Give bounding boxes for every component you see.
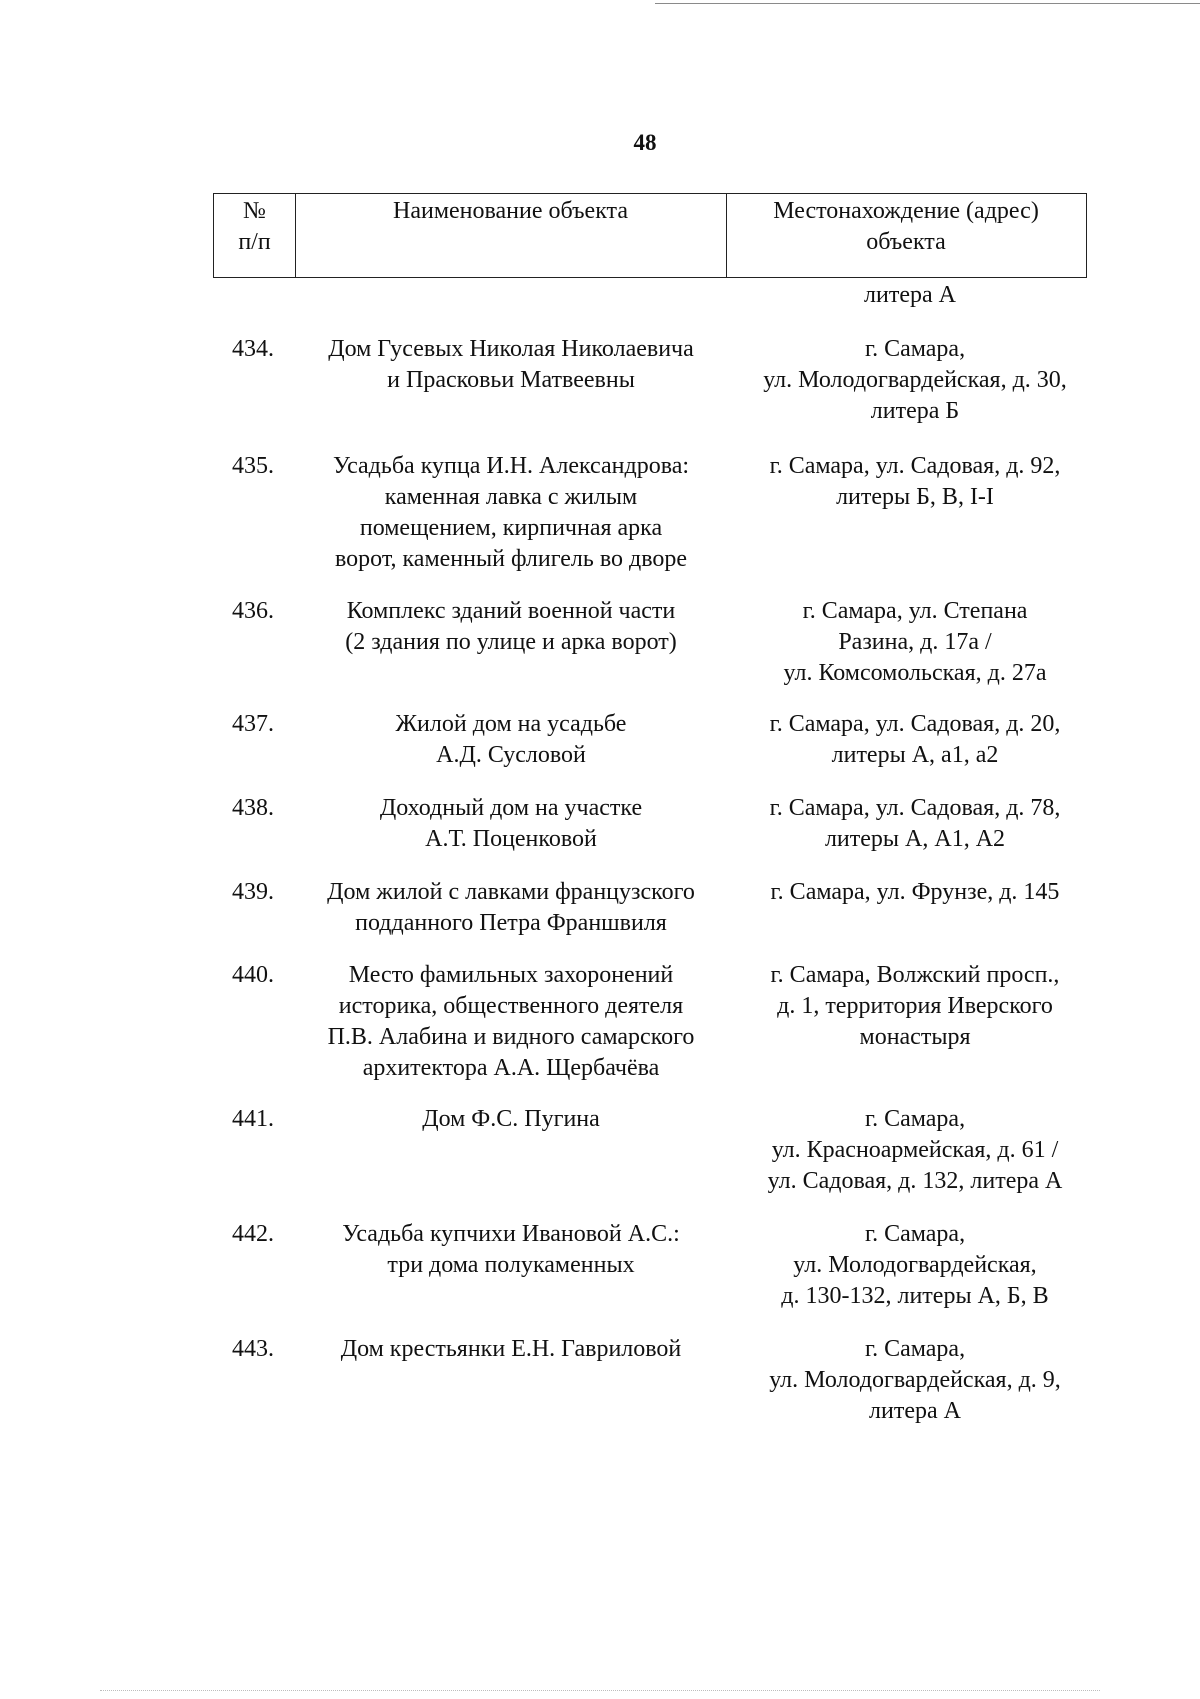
object-address-line: г. Самара, <box>864 1336 966 1362</box>
header-number-line: № <box>243 198 266 224</box>
object-address-line: ул. Молодогвардейская, <box>793 1252 1037 1278</box>
object-name-line: А.Т. Поценковой <box>425 826 597 852</box>
object-address <box>725 877 1105 908</box>
object-address-line: д. 130-132, литеры А, Б, В <box>781 1283 1049 1309</box>
object-name-line: Дом Гусевых Николая Николаевича <box>328 336 694 362</box>
object-name-line: Дом жилой с лавками французского <box>327 879 695 905</box>
object-name <box>302 793 720 855</box>
row-number: 438. <box>232 795 274 821</box>
object-name-line: и Прасковьи Матвеевны <box>387 367 635 393</box>
object-name-line: П.В. Алабина и видного самарского <box>327 1024 695 1050</box>
object-name-line: Дом Ф.С. Пугина <box>422 1106 600 1132</box>
top-edge-line <box>655 3 1200 4</box>
object-address-line: ул. Молодогвардейская, д. 9, <box>769 1367 1061 1393</box>
object-address-line: г. Самара, ул. Садовая, д. 78, <box>769 795 1061 821</box>
header-number-column <box>214 194 296 277</box>
object-address-line: литеры Б, В, I-I <box>836 484 994 510</box>
object-name-line: каменная лавка с жилым <box>384 484 638 510</box>
object-address-line: литеры А, а1, а2 <box>831 742 999 768</box>
object-name <box>302 1219 720 1281</box>
object-address-line: литера А <box>869 1398 961 1424</box>
object-address-line: г. Самара, ул. Садовая, д. 20, <box>769 711 1061 737</box>
object-address-line: ул. Садовая, д. 132, литера А <box>767 1168 1063 1194</box>
row-number: 443. <box>232 1336 274 1362</box>
continued-address <box>720 280 1100 311</box>
row-number: 434. <box>232 336 274 362</box>
scan-artifact <box>100 1687 1100 1691</box>
object-address <box>725 1219 1105 1312</box>
object-name-line: Жилой дом на усадьбе <box>395 711 627 737</box>
object-address-line: г. Самара, <box>864 1221 966 1247</box>
row-number: 440. <box>232 962 274 988</box>
object-address-line: г. Самара, <box>864 336 966 362</box>
object-name-line: Комплекс зданий военной части <box>346 598 676 624</box>
object-name <box>302 334 720 396</box>
object-name-line: архитектора А.А. Щербачёва <box>362 1055 660 1081</box>
table-header <box>213 193 1087 278</box>
object-address-line: г. Самара, <box>864 1106 966 1132</box>
object-address-line: ул. Комсомольская, д. 27а <box>783 660 1047 686</box>
object-name <box>302 1104 720 1135</box>
object-name-line: (2 здания по улице и арка ворот) <box>345 629 677 655</box>
header-name-line: Наименование объекта <box>393 198 628 224</box>
object-name-line: ворот, каменный флигель во дворе <box>334 546 688 572</box>
row-number: 436. <box>232 598 274 624</box>
object-name <box>302 709 720 771</box>
object-name <box>302 1334 720 1365</box>
header-name-column <box>295 194 727 277</box>
object-address <box>725 960 1105 1053</box>
header-address-column <box>726 194 1086 277</box>
row-number: 441. <box>232 1106 274 1132</box>
object-address-line: г. Самара, ул. Садовая, д. 92, <box>769 453 1061 479</box>
row-number: 437. <box>232 711 274 737</box>
object-address-line: г. Самара, Волжский просп., <box>770 962 1060 988</box>
header-number-line: п/п <box>238 229 271 255</box>
object-address-line: литера Б <box>870 398 960 424</box>
object-name <box>302 596 720 658</box>
object-name-line: историка, общественного деятеля <box>338 993 684 1019</box>
row-number: 435. <box>232 453 274 479</box>
row-number: 439. <box>232 879 274 905</box>
object-name-line: А.Д. Сусловой <box>436 742 586 768</box>
continued-address-line: литера А <box>864 282 956 308</box>
object-address <box>725 334 1105 427</box>
object-name-line: Доходный дом на участке <box>379 795 643 821</box>
object-name-line: Дом крестьянки Е.Н. Гавриловой <box>340 1336 682 1362</box>
object-address-line: Разина, д. 17а / <box>838 629 992 655</box>
object-name <box>302 877 720 939</box>
object-address <box>725 596 1105 689</box>
page-number: 48 <box>633 130 657 155</box>
object-name-line: Место фамильных захоронений <box>348 962 674 988</box>
object-name <box>302 451 720 575</box>
object-name-line: помещением, кирпичная арка <box>359 515 663 541</box>
object-address <box>725 451 1105 513</box>
object-address <box>725 793 1105 855</box>
header-address-line: Местонахождение (адрес) <box>773 198 1039 224</box>
object-name <box>302 960 720 1084</box>
object-address-line: монастыря <box>859 1024 971 1050</box>
object-address-line: г. Самара, ул. Фрунзе, д. 145 <box>770 879 1060 905</box>
object-name-line: подданного Петра Франшвиля <box>355 910 667 936</box>
header-address-line: объекта <box>866 229 946 255</box>
object-address-line: д. 1, территория Иверского <box>777 993 1053 1019</box>
object-name-line: три дома полукаменных <box>387 1252 635 1278</box>
object-name-line: Усадьба купца И.Н. Александрова: <box>332 453 690 479</box>
object-address <box>725 1104 1105 1197</box>
object-name-line: Усадьба купчихи Ивановой А.С.: <box>342 1221 680 1247</box>
object-address <box>725 709 1105 771</box>
object-address <box>725 1334 1105 1427</box>
object-address-line: г. Самара, ул. Степана <box>802 598 1028 624</box>
object-address-line: литеры А, А1, А2 <box>824 826 1006 852</box>
object-address-line: ул. Красноармейская, д. 61 / <box>771 1137 1059 1163</box>
object-address-line: ул. Молодогвардейская, д. 30, <box>763 367 1067 393</box>
row-number: 442. <box>232 1221 274 1247</box>
